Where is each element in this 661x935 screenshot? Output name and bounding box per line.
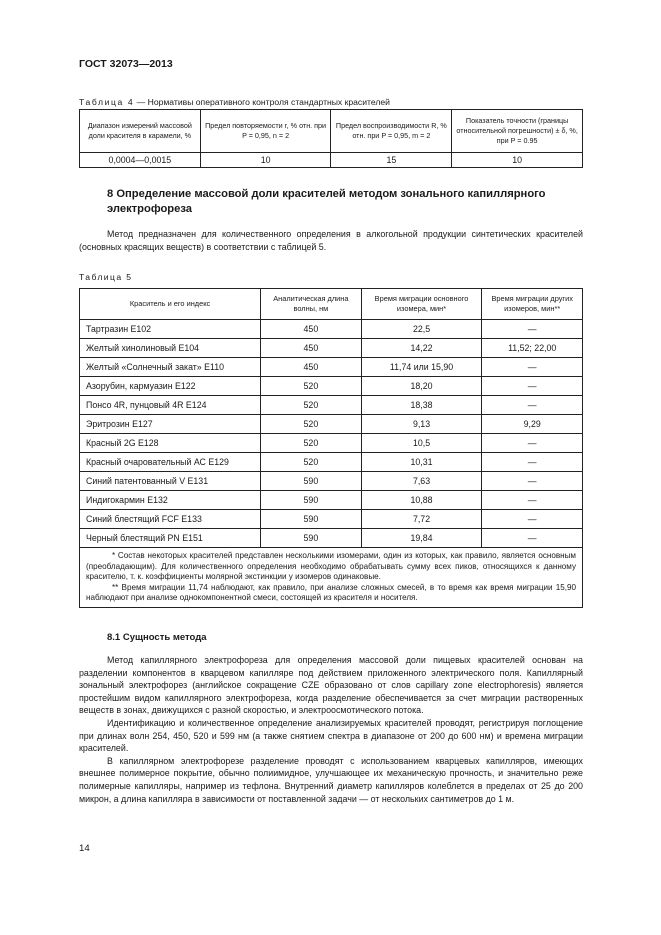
table-cell: 7,63 [361, 472, 482, 491]
table-cell: 11,52; 22,00 [482, 339, 583, 358]
table4-header-row [80, 110, 583, 153]
table-cell: 520 [261, 453, 362, 472]
table-cell: — [482, 529, 583, 548]
table-row [80, 153, 583, 168]
table-cell: 9,13 [361, 415, 482, 434]
dye-name-cell: Красный 2G Е128 [80, 434, 261, 453]
table-cell: — [482, 358, 583, 377]
table-cell: — [482, 434, 583, 453]
table5-note-1: * Состав некоторых красителей представлен несколькими изомерами, один из которых, как правило, является основным (преобладающим). Для количественного определения необходимо обрабатывать сумму всех пиков, относящихся к данному красителю, т. к. коэффициенты молярной экстинкции у изомеров одинаковые. [86, 551, 576, 582]
table5-header-main-isomer: Время миграции основного изомера, мин* [361, 289, 482, 320]
table4-header-accuracy: Показатель точности (границы относительной погрешности) ± δ, %, при P = 0.95 [452, 110, 583, 153]
table-cell: 10 [452, 153, 583, 168]
table-cell: — [482, 453, 583, 472]
table-cell: 10,88 [361, 491, 482, 510]
dye-name-cell: Черный блестящий PN Е151 [80, 529, 261, 548]
table5-caption: Таблица 5 [79, 272, 133, 282]
section81-paragraph-1: Метод капиллярного электрофореза для определения массовой доли пищевых красителей основан на разделении компонентов в кварцевом капилляре под действием приложенного электрического поля. Капиллярный зональный электрофорез (английское сокращение CZE образовано от слов capillary zone electrophoresis) является простейшим видом капиллярного электрофореза, когда разделение обеспечивается за счет миграции растворенных веществ в зонах, движущихся с разной скоростью, и электроосмотического потока. [79, 655, 583, 716]
table-cell: — [482, 510, 583, 529]
table-cell: 19,84 [361, 529, 482, 548]
dye-name-cell: Красный очаровательный АС Е129 [80, 453, 261, 472]
table-cell: — [482, 320, 583, 339]
table-cell: 10 [200, 153, 331, 168]
table4-caption-text: — Нормативы оперативного контроля стандартных красителей [134, 97, 390, 107]
table-row [80, 320, 583, 339]
dye-name-cell: Желтый хинолиновый Е104 [80, 339, 261, 358]
table-cell: 18,20 [361, 377, 482, 396]
table4-header-repeatability: Предел повторяемости r, % отн. при P = 0,95, n = 2 [200, 110, 331, 153]
table-cell: 10,31 [361, 453, 482, 472]
dye-name-cell: Тартразин Е102 [80, 320, 261, 339]
intro-paragraph [79, 228, 583, 253]
table-cell: — [482, 396, 583, 415]
table-cell: 0,0004—0,0015 [80, 153, 201, 168]
table-row [80, 491, 583, 510]
table-cell: — [482, 472, 583, 491]
section81-body [79, 654, 583, 805]
section8-title: 8 Определение массовой доли красителей методом зонального капиллярного электрофореза [107, 188, 546, 215]
dye-name-cell: Понсо 4R, пунцовый 4R Е124 [80, 396, 261, 415]
table-row [80, 377, 583, 396]
section81-title: 8.1 Сущность метода [107, 632, 207, 643]
table4-header-reproducibility: Предел воспроизводимости R, % отн. при P = 0,95, m = 2 [331, 110, 452, 153]
table4-caption-label: Таблица 4 [79, 97, 135, 107]
intro-text: Метод предназначен для количественного определения в алкогольной продукции синтетических красителей (основных красящих веществ) в соответствии с таблицей 5. [79, 229, 583, 252]
table-row [80, 339, 583, 358]
table5-header-wavelength: Аналитическая длина волны, нм [261, 289, 362, 320]
table5-header-other-isomers: Время миграции других изомеров, мин** [482, 289, 583, 320]
table-row [80, 396, 583, 415]
section81-paragraph-2: Идентификацию и количественное определение анализируемых красителей проводят, регистрируя поглощение при длинах волн 254, 450, 520 и 599 нм (а также снятием спектра в диапазоне от 200 до 600 нм) и времена миграции красителей. [79, 717, 583, 754]
table-cell: 590 [261, 472, 362, 491]
table-cell: 22,5 [361, 320, 482, 339]
table5-note-2: ** Время миграции 11,74 наблюдают, как правило, при анализе сложных смесей, в то время как время миграции 15,90 наблюдают при анализе однокомпонентной смеси, состоящей из красителя и носителя. [86, 582, 576, 603]
table-cell: 590 [261, 510, 362, 529]
table-row [80, 358, 583, 377]
table5-notes-row [80, 548, 583, 608]
table-row [80, 434, 583, 453]
table-cell: 520 [261, 396, 362, 415]
table-cell: 450 [261, 358, 362, 377]
table-cell: 590 [261, 491, 362, 510]
table-cell: 520 [261, 377, 362, 396]
table-cell: 14,22 [361, 339, 482, 358]
table4-caption [79, 97, 390, 107]
dye-name-cell: Синий блестящий FCF Е133 [80, 510, 261, 529]
table-cell: 520 [261, 434, 362, 453]
table-cell: 11,74 или 15,90 [361, 358, 482, 377]
table-cell: 7,72 [361, 510, 482, 529]
page-number: 14 [79, 843, 90, 854]
table-cell: 590 [261, 529, 362, 548]
section81-paragraph-3: В капиллярном электрофорезе разделение проводят с использованием кварцевых капилляров, имеющих внешнее полимерное покрытие, обычно полиимидное, улучшающее их механическую прочность, и значительно реже полимерные капилляры, например из тефлона. Внутренний диаметр капилляров колеблется в пределах от 25 до 200 микрон, а длина капилляра в зависимости от поставленной задачи — от нескольких сантиметров до 1 м. [79, 755, 583, 804]
table5 [79, 288, 583, 608]
table5-header-dye: Краситель и его индекс [80, 289, 261, 320]
table4-header-range: Диапазон измерений массовой доли красителя в карамели, % [80, 110, 201, 153]
table5-notes [80, 548, 583, 608]
table-cell: 450 [261, 339, 362, 358]
table5-body [80, 320, 583, 548]
table-cell: 18,38 [361, 396, 482, 415]
table-cell: 10,5 [361, 434, 482, 453]
table5-header-row [80, 289, 583, 320]
table-row [80, 472, 583, 491]
document-header: ГОСТ 32073—2013 [79, 58, 173, 70]
dye-name-cell: Азорубин, кармуазин Е122 [80, 377, 261, 396]
table-cell: 450 [261, 320, 362, 339]
table-cell: — [482, 491, 583, 510]
dye-name-cell: Индигокармин Е132 [80, 491, 261, 510]
table-cell: 9,29 [482, 415, 583, 434]
dye-name-cell: Эритрозин Е127 [80, 415, 261, 434]
table-row [80, 510, 583, 529]
table-cell: — [482, 377, 583, 396]
table-cell: 520 [261, 415, 362, 434]
dye-name-cell: Синий патентованный V Е131 [80, 472, 261, 491]
dye-name-cell: Желтый «Солнечный закат» Е110 [80, 358, 261, 377]
table-row [80, 415, 583, 434]
table-row [80, 453, 583, 472]
table4 [79, 109, 583, 168]
table-cell: 15 [331, 153, 452, 168]
table-row [80, 529, 583, 548]
